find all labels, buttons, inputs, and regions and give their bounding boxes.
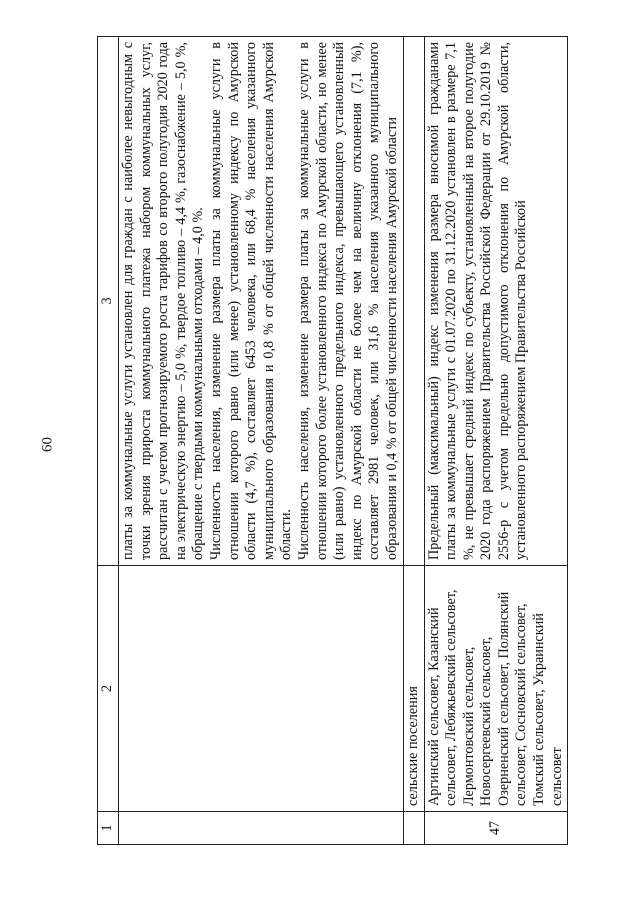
rotated-table-container bbox=[97, 42, 590, 845]
header-col-3: 3 bbox=[98, 37, 119, 566]
continuation-text-cell bbox=[119, 37, 404, 566]
section-empty-cell bbox=[403, 37, 424, 566]
continuation-row bbox=[119, 37, 404, 845]
section-row bbox=[403, 37, 424, 845]
tariff-table bbox=[97, 36, 568, 845]
header-col-1: 1 bbox=[98, 812, 119, 845]
continuation-municipality-cell bbox=[119, 566, 404, 812]
section-number-cell bbox=[403, 812, 424, 845]
header-col-2: 2 bbox=[98, 566, 119, 812]
page-number: 60 bbox=[39, 437, 56, 452]
section-title: сельские поселения bbox=[403, 566, 424, 812]
row-description: Предельный (максимальный) индекс изменения размера вносимой гражданами платы за коммунальные услуги с 01.07.2020 по 31.12.2020 установлен в размере 7,1 %, не превышает средний индекс по субъекту, установленный на второе полугодие 2020 года распоряжением Правительства Российской Федерации от 29.10.2019 № 2556-р с учетом предельно допустимого отклонения по Амурской области, установленного распоряжением Правительства Российской bbox=[424, 37, 568, 566]
continuation-number-cell bbox=[119, 812, 404, 845]
row-number: 47 bbox=[424, 812, 568, 845]
table-row-47 bbox=[424, 37, 568, 845]
paragraph-population-below-index: Численность населения, изменение размера платы за коммунальные услуги в отношении которого равно (или менее) установленному индексу по Амурской области (4,7 %), составляет 6453 человека, или 68,4 % населения указанного муниципального образования и 0,8 % от общей численности населения Амурской области. bbox=[207, 42, 295, 560]
paragraph-tariff-growth: платы за коммунальные услуги установлен для граждан с наиболее невыгодным с точки зрения прироста коммунального платежа набором коммунальных услуг, рассчитан с учетом прогнозируемого роста тарифов со второго полугодия 2020 года на электрическую энергию – 5,0 %, твердое топливо – 4,4 %, газоснабжение – 5,0 %, обращение с твердыми коммунальными отходами – 4,0 %. bbox=[120, 42, 207, 560]
table-header-row bbox=[98, 37, 119, 845]
municipalities-list: Аргинский сельсовет, Казанский сельсовет, Лебяжьевский сельсовет, Лермонтовский сельсовет, Новосергеевский сельсовет, Озерненский сельсовет, Полянский сельсовет, Сосновский сельсовет, Томский сельсовет, Украинский сельсовет bbox=[424, 566, 568, 812]
paragraph-population-above-index: Численность населения, изменение размера платы за коммунальные услуги в отношении которого более установленного индекса по Амурской области, но менее (или равно) установленного предельного индекса, превышающего установленный индекс по Амурской области не более чем на величину отклонения (7,1 %), составляет 2981 человек, или 31,6 % населения указанного муниципального образования и 0,4 % от общей численности населения Амурской области bbox=[295, 42, 400, 560]
